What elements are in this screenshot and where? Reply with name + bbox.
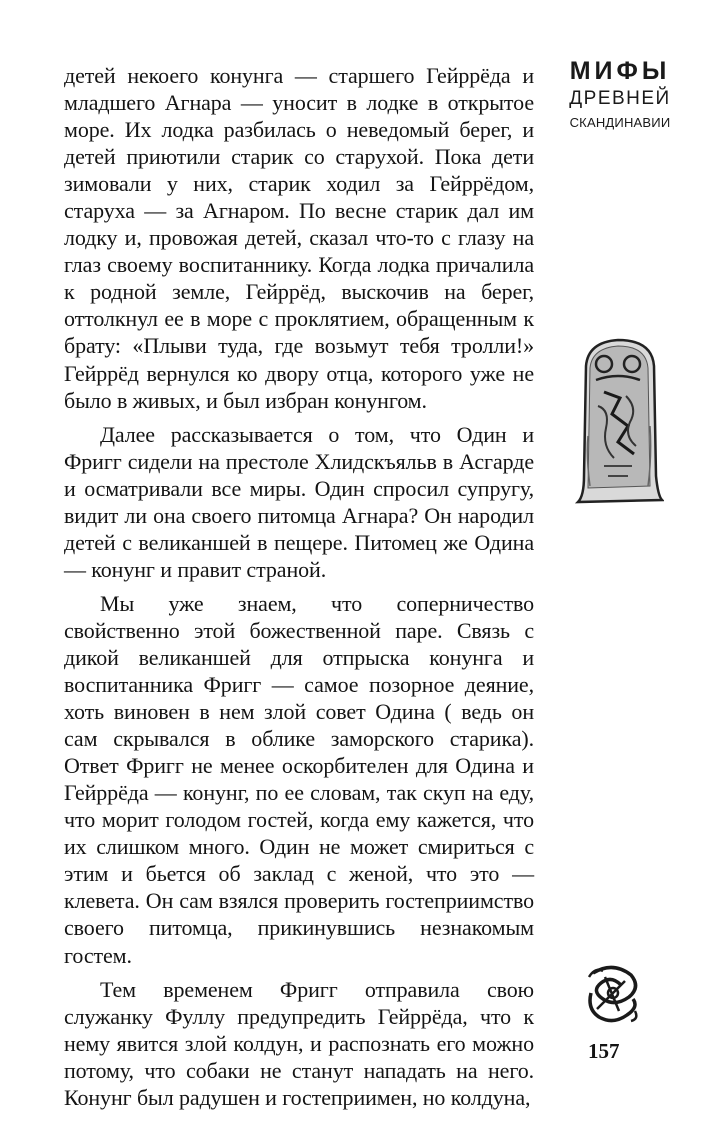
page-number: 157 <box>588 1039 620 1063</box>
running-title-line1: МИФЫ <box>569 57 671 85</box>
paragraph-3: Мы уже знаем, что соперничество свойственно этой божественной паре. Связь с дикой великаншей для отпрыска конунга и воспитанника Фригг — самое позорное деяние, хоть виновен в нем злой совет Одина ( ведь он сам скрывался в облике заморского старика). Ответ Фригг не менее оскорбителен для Одина и Гейррёда — конунг, по ее словам, так скуп на еду, что морит голодом гостей, когда ему кажется, что их слишком много. Один не может смириться с этим и бьется об заклад с женой, что это — клевета. Он сам взялся проверить гостеприимство своего питомца, прикинувшись незнакомым гостем. <box>64 590 534 968</box>
paragraph-2: Далее рассказывается о том, что Один и Фригг сидели на престоле Хлидскъяльв в Асгарде и осматривали все миры. Один спросил супругу, видит ли она своего питомца Агнара? Он народил детей с великаншей в пещере. Питомец же Одина — конунг и правит страной. <box>64 421 534 582</box>
norse-knot-ornament-icon <box>585 963 641 1023</box>
paragraph-4: Тем временем Фригг отправила свою служанку Фуллу предупредить Гейррёда, что к нему явится злой колдун, и распознать его можно потому, что собаки не станут нападать на него. Конунг был радушен и гостеприимен, но колдуна, <box>64 976 534 1110</box>
body-text <box>64 62 534 1111</box>
running-title-line3: СКАНДИНАВИИ <box>569 115 671 130</box>
paragraph-1: детей некоего конунга — старшего Гейррёда и младшего Агнара — уносит в лодке в открытое море. Их лодка разбилась о неведомый берег, и детей приютили старик со старухой. Пока дети зимовали у них, старик ходил за Гейррёдом, старуха — за Агнаром. По весне старик дал им лодку и, провожая детей, сказал что-то с глазу на глаз своему воспитаннику. Когда лодка причалила к родной земле, Гейррёд, выскочив на берег, оттолкнул ее в море с проклятием, обращенным к брату: «Плыви туда, где возьмут тебя тролли!» Гейррёд вернулся ко двору отца, которого уже не было в живых, и был избран конунгом. <box>64 63 534 413</box>
carved-runestone-icon <box>574 336 664 506</box>
running-title <box>565 56 675 134</box>
running-title-line2: ДРЕВНЕЙ <box>569 88 671 109</box>
